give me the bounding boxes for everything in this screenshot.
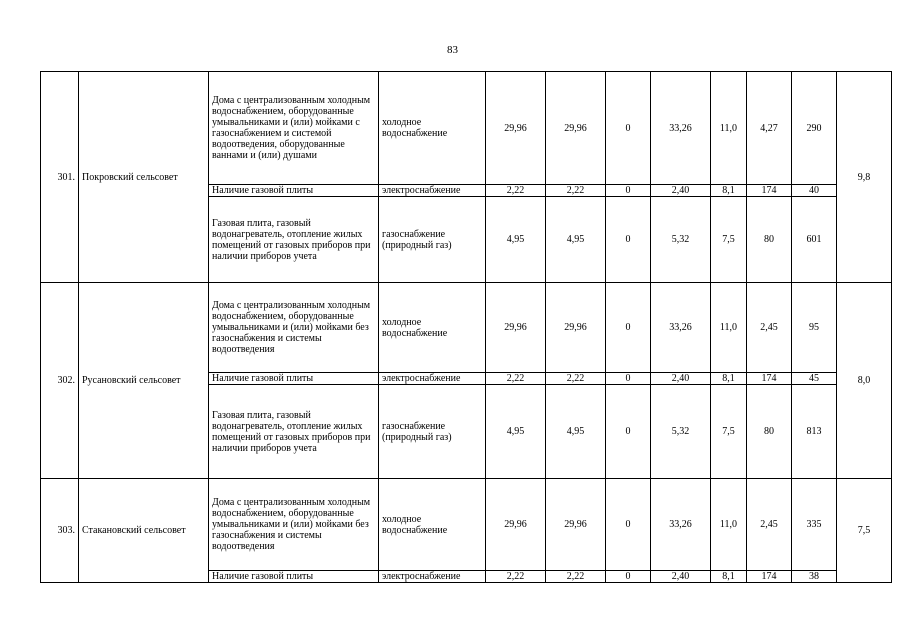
value-cell: 0 — [606, 72, 651, 185]
value-cell: 8,1 — [711, 571, 747, 583]
service-cell: холодное водоснабжение — [379, 479, 486, 571]
value-cell: 45 — [792, 373, 837, 385]
value-cell: 40 — [792, 185, 837, 197]
value-cell: 38 — [792, 571, 837, 583]
value-cell: 29,96 — [546, 283, 606, 373]
category-cell: Дома с централизованным холодным водоснабжением, оборудованные умывальниками и (или) мойками без газоснабжения и системы водоотведения — [209, 479, 379, 571]
value-cell: 29,96 — [546, 72, 606, 185]
service-cell: холодное водоснабжение — [379, 283, 486, 373]
category-cell: Наличие газовой плиты — [209, 571, 379, 583]
category-cell: Наличие газовой плиты — [209, 373, 379, 385]
service-cell: электроснабжение — [379, 571, 486, 583]
settlement-name: Покровский сельсовет — [79, 72, 209, 283]
value-cell: 0 — [606, 283, 651, 373]
value-cell: 335 — [792, 479, 837, 571]
category-cell: Дома с централизованным холодным водоснабжением, оборудованные умывальниками и (или) мойками с газоснабжением и системой водоотведения, оборудованные ваннами и (или) душами — [209, 72, 379, 185]
value-cell: 2,22 — [486, 373, 546, 385]
value-cell: 11,0 — [711, 72, 747, 185]
settlement-number: 303. — [41, 479, 79, 583]
value-cell: 2,45 — [747, 479, 792, 571]
value-cell: 5,32 — [651, 197, 711, 283]
settlement-last-value: 9,8 — [837, 72, 892, 283]
value-cell: 813 — [792, 385, 837, 479]
tariff-table — [40, 71, 892, 583]
value-cell: 2,40 — [651, 571, 711, 583]
settlement-number: 302. — [41, 283, 79, 479]
settlement-number: 301. — [41, 72, 79, 283]
table-row — [41, 479, 892, 571]
table-row — [41, 283, 892, 373]
settlement-last-value: 7,5 — [837, 479, 892, 583]
settlement-last-value: 8,0 — [837, 283, 892, 479]
value-cell: 33,26 — [651, 283, 711, 373]
value-cell: 0 — [606, 197, 651, 283]
value-cell: 601 — [792, 197, 837, 283]
value-cell: 7,5 — [711, 385, 747, 479]
category-cell: Наличие газовой плиты — [209, 185, 379, 197]
value-cell: 2,22 — [486, 571, 546, 583]
value-cell: 174 — [747, 571, 792, 583]
value-cell: 4,27 — [747, 72, 792, 185]
service-cell: холодное водоснабжение — [379, 72, 486, 185]
value-cell: 8,1 — [711, 373, 747, 385]
value-cell: 7,5 — [711, 197, 747, 283]
value-cell: 2,40 — [651, 185, 711, 197]
service-cell: газоснабжение (природный газ) — [379, 197, 486, 283]
value-cell: 4,95 — [546, 197, 606, 283]
value-cell: 29,96 — [486, 72, 546, 185]
value-cell: 33,26 — [651, 72, 711, 185]
value-cell: 0 — [606, 385, 651, 479]
value-cell: 11,0 — [711, 479, 747, 571]
category-cell: Газовая плита, газовый водонагреватель, отопление жилых помещений от газовых приборов при наличии приборов учета — [209, 197, 379, 283]
service-cell: электроснабжение — [379, 373, 486, 385]
value-cell: 0 — [606, 479, 651, 571]
value-cell: 4,95 — [486, 197, 546, 283]
value-cell: 0 — [606, 571, 651, 583]
value-cell: 0 — [606, 185, 651, 197]
category-cell: Газовая плита, газовый водонагреватель, отопление жилых помещений от газовых приборов при наличии приборов учета — [209, 385, 379, 479]
value-cell: 80 — [747, 385, 792, 479]
value-cell: 5,32 — [651, 385, 711, 479]
category-cell: Дома с централизованным холодным водоснабжением, оборудованные умывальниками и (или) мойками без газоснабжения и системы водоотведения — [209, 283, 379, 373]
value-cell: 2,22 — [546, 373, 606, 385]
value-cell: 33,26 — [651, 479, 711, 571]
value-cell: 2,22 — [546, 571, 606, 583]
value-cell: 2,22 — [486, 185, 546, 197]
value-cell: 95 — [792, 283, 837, 373]
page-number: 83 — [447, 44, 458, 56]
value-cell: 80 — [747, 197, 792, 283]
value-cell: 290 — [792, 72, 837, 185]
value-cell: 2,40 — [651, 373, 711, 385]
value-cell: 29,96 — [486, 283, 546, 373]
value-cell: 0 — [606, 373, 651, 385]
value-cell: 4,95 — [486, 385, 546, 479]
value-cell: 4,95 — [546, 385, 606, 479]
value-cell: 2,45 — [747, 283, 792, 373]
value-cell: 11,0 — [711, 283, 747, 373]
value-cell: 29,96 — [546, 479, 606, 571]
value-cell: 29,96 — [486, 479, 546, 571]
value-cell: 174 — [747, 373, 792, 385]
settlement-name: Стакановский сельсовет — [79, 479, 209, 583]
service-cell: электроснабжение — [379, 185, 486, 197]
service-cell: газоснабжение (природный газ) — [379, 385, 486, 479]
value-cell: 2,22 — [546, 185, 606, 197]
table-row — [41, 72, 892, 185]
value-cell: 174 — [747, 185, 792, 197]
settlement-name: Русановский сельсовет — [79, 283, 209, 479]
value-cell: 8,1 — [711, 185, 747, 197]
